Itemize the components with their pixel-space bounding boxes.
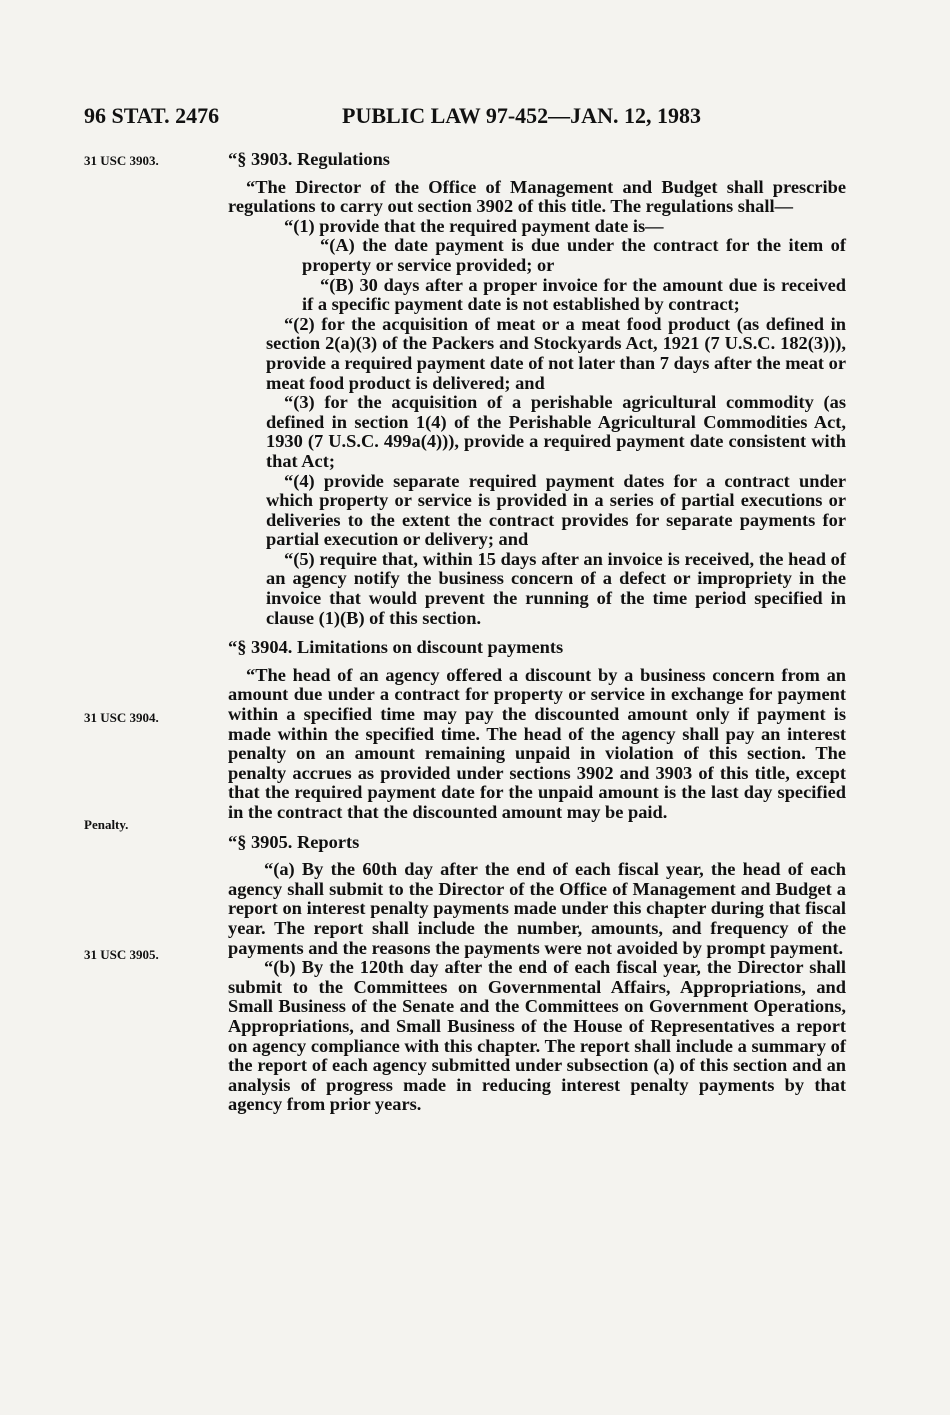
section-3903-para-1b: “(B) 30 days after a proper invoice for the amount due is received if a specific payment date is not established by contract; (302, 274, 846, 315)
section-3903-heading: “§ 3903. Regulations (228, 149, 390, 169)
document-body (228, 150, 846, 1115)
section-3905-heading: “§ 3905. Reports (228, 831, 360, 852)
section-3903-intro: “The Director of the Office of Management and Budget shall prescribe regulations to carry out section 3902 of this title. The regulations shall— (228, 176, 846, 217)
statute-page-number: 96 STAT. 2476 (84, 103, 220, 128)
section-3903-para-5: “(5) require that, within 15 days after an invoice is received, the head of an agency notify the business concern of a defect or impropriety in the invoice that would prevent the running of the time period specified in clause (1)(B) of this section. (266, 548, 846, 628)
margin-note-usc3904: 31 USC 3904. (84, 710, 159, 725)
section-3904-body: “The head of an agency offered a discount by a business concern from an amount due under a contract for property or service in exchange for payment within a specified time may pay the discounted amount only if payment is made within the specified time. The head of the agency shall pay an interest penalty on an amount remaining unpaid in violation of this section. The penalty accrues as provided under sections 3902 and 3903 of this title, except that the required payment date for the unpaid amount is the last day specified in the contract that the discounted amount may be paid. (228, 664, 846, 822)
margin-note-usc3903: 31 USC 3903. (84, 153, 159, 168)
section-3905-para-a: “(a) By the 60th day after the end of each fiscal year, the head of each agency shall submit to the Director of the Office of Management and Budget a report on interest penalty payments made under this chapter during that fiscal year. The report shall include the number, amounts, and frequency of the payments and the reasons the payments were not avoided by prompt payment. (228, 859, 846, 958)
section-3903-para-1a: “(A) the date payment is due under the contract for the item of property or service provided; or (302, 235, 846, 275)
section-3903-para-1: “(1) provide that the required payment date is— (284, 215, 664, 236)
section-3903-para-2: “(2) for the acquisition of meat or a meat food product (as defined in section 2(a)(3) of the Packers and Stockyards Act, 1921 (7 U.S.C. 182(3))), provide a required payment date of not later than 7 days after the meat or meat food product is delivered; and (266, 313, 846, 393)
page-header (84, 103, 864, 137)
section-3903-para-4: “(4) provide separate required payment dates for a contract under which property or service is provided in a series of partial executions or deliveries to the extent the contract provides for separate payments for partial execution or delivery; and (266, 470, 846, 550)
section-3903-para-3: “(3) for the acquisition of a perishable agricultural commodity (as defined in section 1(4) of the Perishable Agricultural Commodities Act, 1930 (7 U.S.C. 499a(4))), provide a required payment date consistent with that Act; (266, 392, 846, 471)
margin-note-penalty: Penalty. (84, 817, 129, 832)
public-law-title: PUBLIC LAW 97-452—JAN. 12, 1983 (342, 103, 701, 128)
margin-note-usc3905: 31 USC 3905. (84, 947, 159, 962)
section-3904-heading: “§ 3904. Limitations on discount payments (228, 637, 564, 658)
section-3905-para-b: “(b) By the 120th day after the end of each fiscal year, the Director shall submit to the Committees on Governmental Affairs, Appropriations, and Small Business of the Senate and the Committees on Government Operations, Appropriations, and Small Business of the House of Representatives a report on agency compliance with this chapter. The report shall include a summary of the report of each agency submitted under subsection (a) of this section and an analysis of progress made in reducing interest penalty payments by that agency from prior years. (228, 957, 846, 1115)
